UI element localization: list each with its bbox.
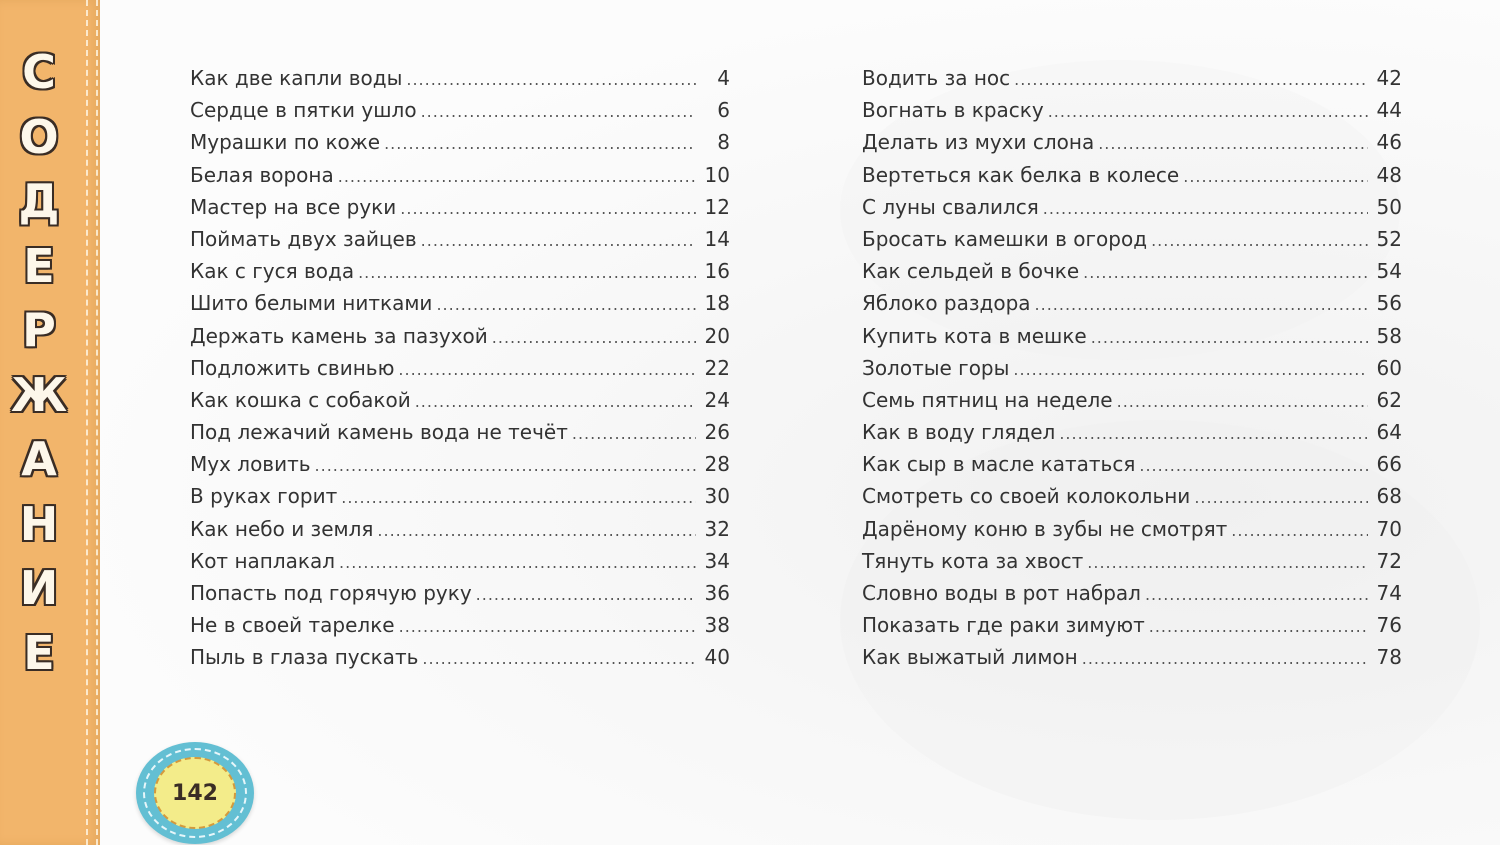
toc-entry[interactable] (862, 480, 1402, 512)
toc-entry-title: Бросать камешки в огород (862, 226, 1148, 251)
toc-dot-leader (572, 418, 696, 450)
toc-entry-title: Семь пятниц на неделе (862, 387, 1113, 412)
toc-entry-title: Вогнать в краску (862, 98, 1044, 123)
toc-entry-title: Подложить свинью (190, 355, 395, 380)
toc-entry[interactable] (190, 352, 730, 384)
toc-entry[interactable] (862, 255, 1402, 287)
toc-entry[interactable] (190, 62, 730, 94)
toc-entry[interactable] (862, 448, 1402, 480)
toc-dot-leader (436, 289, 696, 321)
toc-entry-page: 54 (1376, 259, 1402, 284)
toc-entry-title: Смотреть со своей колокольни (862, 484, 1191, 509)
toc-entry-page: 46 (1376, 130, 1402, 155)
toc-entry-page: 52 (1376, 226, 1402, 251)
toc-entry[interactable] (862, 609, 1402, 641)
toc-entry-title: Как выжатый лимон (862, 645, 1078, 670)
toc-dot-leader (315, 450, 696, 482)
toc-entry-page: 50 (1376, 194, 1402, 219)
toc-entry-title: Как сыр в масле кататься (862, 452, 1136, 477)
toc-entry[interactable] (190, 223, 730, 255)
page-number: 142 (172, 780, 218, 806)
toc-entry-title: Как кошка с собакой (190, 387, 411, 412)
toc-entry-page: 44 (1376, 98, 1402, 123)
toc-dot-leader (1059, 418, 1368, 450)
toc-entry[interactable] (190, 577, 730, 609)
toc-entry[interactable] (862, 287, 1402, 319)
toc-entry-title: Мурашки по коже (190, 130, 381, 155)
toc-entry[interactable] (862, 384, 1402, 416)
toc-entry-title: Шито белыми нитками (190, 291, 433, 316)
toc-entry-title: Водить за нос (862, 66, 1011, 90)
title-letter: С (22, 45, 56, 99)
toc-entry[interactable] (862, 545, 1402, 577)
toc-dot-leader (1151, 225, 1368, 257)
toc-entry[interactable] (190, 287, 730, 319)
title-letter: А (21, 432, 57, 486)
toc-entry-title: Как с гуся вода (190, 259, 355, 284)
toc-entry[interactable] (190, 191, 730, 223)
toc-entry-page: 14 (704, 226, 730, 251)
toc-entry[interactable] (190, 159, 730, 191)
toc-entry[interactable] (190, 609, 730, 641)
toc-dot-leader (338, 161, 696, 193)
toc-entry[interactable] (862, 94, 1402, 126)
toc-dot-leader (384, 128, 696, 160)
toc-entry[interactable] (862, 191, 1402, 223)
toc-entry-title: Тянуть кота за хвост (862, 548, 1084, 573)
toc-entry-page: 48 (1376, 162, 1402, 187)
toc-entry-title: Как сельдей в бочке (862, 259, 1080, 284)
sidebar-stitch (96, 0, 98, 845)
title-letter: О (19, 109, 59, 164)
toc-dot-leader (1139, 450, 1368, 482)
toc-dot-leader (341, 482, 696, 514)
toc-column-right (862, 62, 1402, 674)
toc-entry-title: Вертеться как белка в колесе (862, 162, 1180, 187)
toc-entry-page: 38 (704, 613, 730, 638)
toc-entry[interactable] (862, 416, 1402, 448)
toc-entry-title: Мастер на все руки (190, 194, 397, 219)
toc-entry-page: 66 (1376, 452, 1402, 477)
toc-dot-leader (1145, 579, 1368, 611)
toc-entry-title: Делать из мухи слона (862, 130, 1095, 155)
toc-entry-title: Показать где раки зимуют (862, 613, 1145, 638)
toc-entry-title: Не в своей тарелке (190, 613, 395, 638)
title-letter: И (19, 561, 59, 615)
toc-dot-leader (1082, 643, 1368, 675)
toc-entry-title: В руках горит (190, 484, 338, 509)
toc-entry-page: 62 (1376, 387, 1402, 412)
toc-dot-leader (1087, 547, 1368, 579)
toc-entry[interactable] (190, 255, 730, 287)
toc-entry-title: Пыль в глаза пускать (190, 645, 419, 670)
toc-entry-title: Яблоко раздора (862, 291, 1031, 316)
toc-entry[interactable] (190, 320, 730, 352)
toc-entry-title: Сердце в пятки ушло (190, 98, 417, 123)
toc-dot-leader (1013, 354, 1368, 386)
toc-column-left (190, 62, 730, 674)
toc-dot-leader (1098, 128, 1368, 160)
toc-dot-leader (492, 322, 696, 354)
toc-entry-page: 68 (1376, 484, 1402, 509)
toc-entry[interactable] (190, 126, 730, 158)
toc-entry-title: Держать камень за пазухой (190, 323, 488, 348)
title-letter: Е (23, 625, 55, 680)
toc-entry-title: Белая ворона (190, 162, 334, 187)
toc-dot-leader (1183, 161, 1368, 193)
title-letter: Д (18, 174, 60, 228)
toc-entry-title: Как две капли воды (190, 66, 403, 90)
toc-entry-page: 60 (1376, 355, 1402, 380)
title-letter: Ж (10, 367, 68, 422)
toc-entry-page: 16 (704, 259, 730, 284)
toc-entry[interactable] (862, 352, 1402, 384)
toc-entry-page: 8 (717, 130, 730, 155)
toc-dot-leader (421, 96, 696, 128)
toc-dot-leader (415, 386, 696, 418)
toc-entry-page: 64 (1376, 420, 1402, 445)
toc-entry-page: 18 (704, 291, 730, 316)
toc-entry-page: 72 (1376, 548, 1402, 573)
toc-entry-title: Золотые горы (862, 355, 1010, 380)
toc-entry-page: 22 (704, 355, 730, 380)
toc-entry-page: 70 (1376, 516, 1402, 541)
toc-entry-page: 24 (704, 387, 730, 412)
toc-entry[interactable] (862, 159, 1402, 191)
toc-entry-page: 30 (704, 484, 730, 509)
toc-entry[interactable] (190, 513, 730, 545)
toc-entry[interactable] (190, 384, 730, 416)
toc-dot-leader (1043, 193, 1368, 225)
toc-entry-title: Купить кота в мешке (862, 323, 1087, 348)
toc-entry[interactable] (862, 223, 1402, 255)
toc-entry-page: 74 (1376, 581, 1402, 605)
toc-entry-title: Поймать двух зайцев (190, 226, 417, 251)
title-letter: Р (22, 303, 56, 357)
toc-entry-page: 42 (1376, 66, 1402, 90)
toc-entry[interactable] (190, 448, 730, 480)
toc-entry-page: 32 (704, 516, 730, 541)
toc-entry[interactable] (862, 577, 1402, 609)
toc-entry-title: Мух ловить (190, 452, 311, 477)
toc-entry-title: Словно воды в рот набрал (862, 581, 1141, 605)
toc-dot-leader (358, 257, 696, 289)
toc-entry-title: Попасть под горячую руку (190, 581, 472, 605)
toc-dot-leader (476, 579, 696, 611)
toc-dot-leader (1014, 64, 1368, 96)
toc-entry-title: Как небо и земля (190, 516, 374, 541)
toc-dot-leader (1091, 322, 1368, 354)
toc-entry-title: Как в воду глядел (862, 420, 1056, 445)
toc-entry-page: 58 (1376, 323, 1402, 348)
sidebar (0, 0, 100, 845)
toc-dot-leader (1048, 96, 1368, 128)
toc-dot-leader (422, 643, 696, 675)
toc-entry-page: 6 (717, 98, 730, 123)
toc-entry-page: 20 (704, 323, 730, 348)
toc-dot-leader (1149, 611, 1368, 643)
toc-dot-leader (421, 225, 696, 257)
toc-entry[interactable] (862, 126, 1402, 158)
toc-entry-page: 26 (704, 420, 730, 445)
toc-entry[interactable] (862, 62, 1402, 94)
toc-entry-title: Под лежачий камень вода не течёт (190, 420, 568, 445)
toc-dot-leader (1083, 257, 1368, 289)
toc-entry-title: Дарёному коню в зубы не смотрят (862, 516, 1228, 541)
toc-dot-leader (1117, 386, 1368, 418)
toc-entry[interactable] (190, 545, 730, 577)
toc-entry-title: С луны свалился (862, 194, 1039, 219)
toc-entry-page: 36 (704, 581, 730, 605)
toc-entry[interactable] (190, 416, 730, 448)
toc-entry[interactable] (862, 513, 1402, 545)
toc-entry-page: 78 (1376, 645, 1402, 670)
page-number-badge (136, 742, 254, 844)
title-letter: Е (23, 238, 55, 293)
toc-dot-leader (1035, 289, 1368, 321)
toc-entry-page: 4 (717, 66, 730, 90)
badge-inner (154, 757, 236, 829)
toc-dot-leader (1194, 482, 1368, 514)
toc-dot-leader (398, 354, 696, 386)
title-letter: Н (19, 496, 59, 551)
toc-dot-leader (377, 515, 696, 547)
toc-dot-leader (399, 611, 696, 643)
toc-dot-leader (339, 547, 696, 579)
sidebar-stitch (86, 0, 88, 845)
toc-dot-leader (400, 193, 696, 225)
toc-dot-leader (406, 64, 696, 96)
toc-entry-title: Кот наплакал (190, 548, 336, 573)
toc-entry[interactable] (190, 641, 730, 673)
toc-entry-page: 76 (1376, 613, 1402, 638)
toc-entry-page: 56 (1376, 291, 1402, 316)
toc-entry[interactable] (862, 320, 1402, 352)
toc-entry-page: 12 (704, 194, 730, 219)
toc-entry[interactable] (190, 480, 730, 512)
toc-entry-page: 28 (704, 452, 730, 477)
toc-entry-page: 34 (704, 548, 730, 573)
toc-entry[interactable] (190, 94, 730, 126)
toc-entry[interactable] (862, 641, 1402, 673)
toc-dot-leader (1231, 515, 1368, 547)
page-title (0, 40, 78, 685)
toc-entry-page: 10 (704, 162, 730, 187)
toc-entry-page: 40 (704, 645, 730, 670)
